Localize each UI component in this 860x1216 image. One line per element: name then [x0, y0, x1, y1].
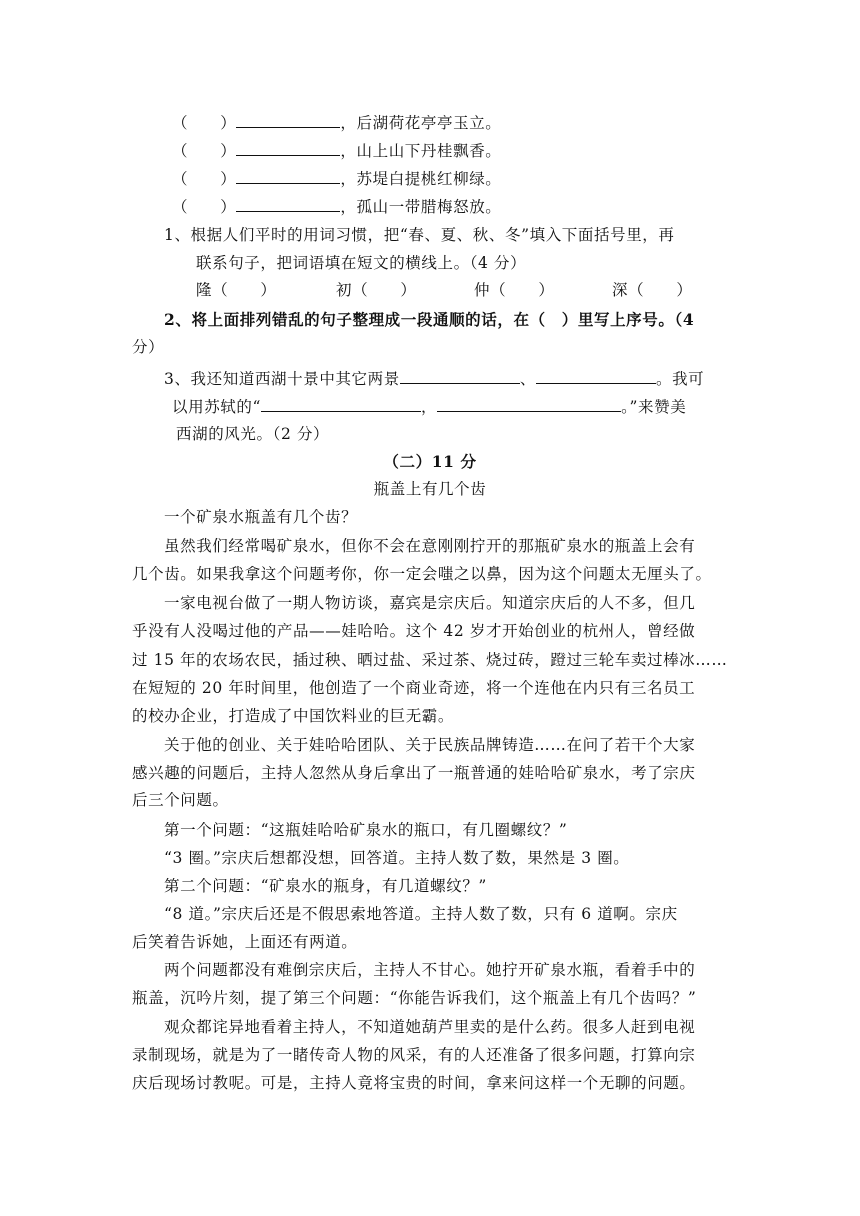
season-word-3[interactable]: 仲（ ） [474, 281, 555, 299]
question-2-line-1: 2、将上面排列错乱的句子整理成一段通顺的话，在（ ）里写上序号。（4 [164, 310, 695, 329]
answer-paren[interactable]: （ ） [172, 114, 237, 132]
answer-blank[interactable] [236, 112, 340, 128]
article-line: 在短短的 20 年时间里，他创造了一个商业奇迹，将一个连他在内只有三名员工 [132, 679, 696, 697]
answer-blank[interactable] [236, 140, 340, 156]
answer-blank[interactable] [236, 168, 340, 184]
scene-blank-1[interactable] [400, 368, 520, 384]
question-3-line-2: 以用苏轼的“ ， 。”来赞美 [172, 398, 687, 416]
scene-blank-2[interactable] [536, 368, 656, 384]
question-1-line-2: 联系句子，把词语填在短文的横线上。（4 分） [196, 254, 527, 272]
answer-blank[interactable] [236, 196, 340, 212]
answer-paren[interactable]: （ ） [172, 170, 237, 188]
article-line: 后笑着告诉她，上面还有两道。 [132, 933, 358, 951]
article-line: 一个矿泉水瓶盖有几个齿？ [164, 508, 358, 526]
article-line: “3 圈。”宗庆后想都没想，回答道。主持人数了数，果然是 3 圈。 [164, 849, 630, 867]
article-line: 观众都诧异地看着主持人，不知道她葫芦里卖的是什么药。很多人赶到电视 [164, 1018, 696, 1036]
poem-blank-2[interactable] [437, 396, 621, 412]
answer-paren[interactable]: （ ） [172, 142, 237, 160]
article-line: 录制现场，就是为了一睹传奇人物的风采，有的人还准备了很多问题，打算向宗 [132, 1046, 696, 1064]
article-line: 第二个问题：“矿泉水的瓶身，有几道螺纹？” [164, 877, 487, 895]
question-2-line-2: 分） [132, 338, 165, 356]
option-line-4: （ ） ，孤山一带腊梅怒放。 [172, 198, 502, 216]
article-line: 乎没有人没喝过他的产品——娃哈哈。这个 42 岁才开始创业的杭州人，曾经做 [132, 622, 696, 640]
question-3-line-1: 3、我还知道西湖十景中其它两景 、 。我可 [164, 370, 705, 388]
article-title: 瓶盖上有几个齿 [373, 480, 487, 498]
article-line: 庆后现场讨教呢。可是，主持人竟将宝贵的时间，拿来问这样一个无聊的问题。 [132, 1074, 696, 1092]
article-line: 第一个问题：“这瓶娃哈哈矿泉水的瓶口，有几圈螺纹？” [164, 821, 568, 839]
option-line-2: （ ） ，山上山下丹桂飘香。 [172, 142, 502, 160]
article-line: 过 15 年的农场农民，插过秧、晒过盐、采过茶、烧过砖，蹬过三轮车卖过棒冰…… [132, 651, 728, 669]
article-line: 后三个问题。 [132, 791, 229, 809]
article-line: 一家电视台做了一期人物访谈，嘉宾是宗庆后。知道宗庆后的人不多，但几 [164, 594, 696, 612]
question-3-line-3: 西湖的风光。（2 分） [176, 425, 330, 443]
option-line-3: （ ） ，苏堤白提桃红柳绿。 [172, 170, 502, 188]
article-line: 几个齿。如果我拿这个问题考你，你一定会嗤之以鼻，因为这个问题太无厘头了。 [132, 565, 712, 583]
answer-paren[interactable]: （ ） [172, 198, 237, 216]
article-line: 瓶盖，沉吟片刻，提了第三个问题：“你能告诉我们，这个瓶盖上有几个齿吗？” [132, 989, 697, 1007]
season-word-4[interactable]: 深（ ） [612, 281, 693, 299]
article-line: “8 道。”宗庆后还是不假思索地答道。主持人数了数，只有 6 道啊。宗庆 [164, 905, 678, 923]
question-1-line-1: 1、根据人们平时的用词习惯，把“春、夏、秋、冬”填入下面括号里，再 [164, 226, 675, 244]
article-line: 感兴趣的问题后，主持人忽然从身后拿出了一瓶普通的娃哈哈矿泉水，考了宗庆 [132, 764, 696, 782]
article-line: 两个问题都没有难倒宗庆后，主持人不甘心。她拧开矿泉水瓶，看着手中的 [164, 961, 696, 979]
season-word-1[interactable]: 隆（ ） [196, 281, 277, 299]
poem-blank-1[interactable] [261, 396, 421, 412]
article-line: 关于他的创业、关于娃哈哈团队、关于民族品牌铸造……在问了若干个大家 [164, 736, 696, 754]
option-line-1: （ ） ，后湖荷花亭亭玉立。 [172, 114, 502, 132]
article-line: 虽然我们经常喝矿泉水，但你不会在意刚刚拧开的那瓶矿泉水的瓶盖上会有 [164, 537, 696, 555]
season-word-2[interactable]: 初（ ） [336, 281, 417, 299]
section-heading: （二）11 分 [383, 452, 477, 471]
article-line: 的校办企业，打造成了中国饮料业的巨无霸。 [132, 707, 455, 725]
